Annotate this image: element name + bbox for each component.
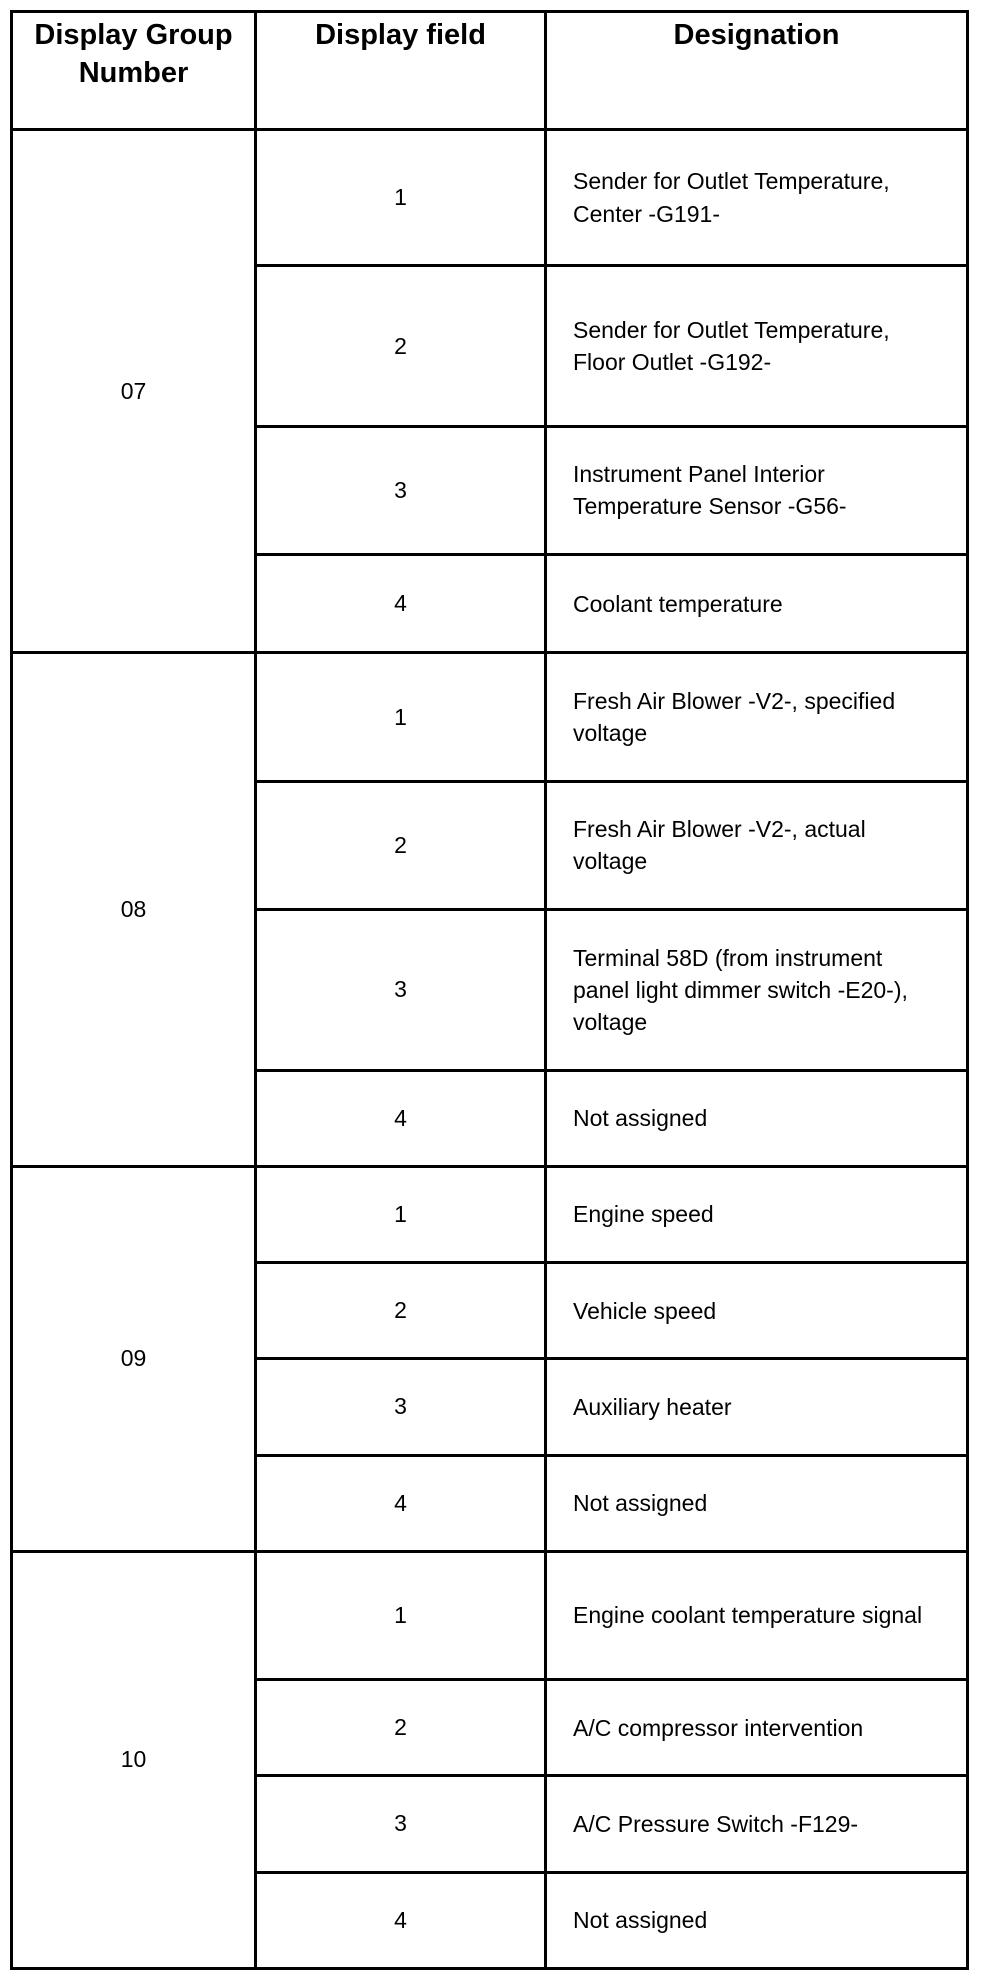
designation: Engine speed xyxy=(546,1166,968,1262)
designation: Coolant temperature xyxy=(546,555,968,653)
designation: Instrument Panel Interior Temperature Sensor -G56- xyxy=(546,426,968,554)
display-field: 3 xyxy=(256,1359,546,1455)
display-field: 2 xyxy=(256,781,546,909)
display-field: 4 xyxy=(256,1872,546,1968)
group-number-09: 09 xyxy=(12,1166,256,1551)
header-row xyxy=(12,12,968,130)
display-field: 3 xyxy=(256,426,546,554)
designation: Sender for Outlet Temperature, Center -G191- xyxy=(546,130,968,266)
table-row xyxy=(12,653,968,781)
designation: Not assigned xyxy=(546,1455,968,1551)
group-number-07: 07 xyxy=(12,130,256,653)
display-field: 4 xyxy=(256,1455,546,1551)
display-field: 4 xyxy=(256,1070,546,1166)
designation: Not assigned xyxy=(546,1872,968,1968)
display-field: 3 xyxy=(256,1776,546,1872)
group-number-08: 08 xyxy=(12,653,256,1166)
display-field: 1 xyxy=(256,1551,546,1679)
designation: Auxiliary heater xyxy=(546,1359,968,1455)
designation: Engine coolant temperature signal xyxy=(546,1551,968,1679)
display-field: 1 xyxy=(256,130,546,266)
display-field: 1 xyxy=(256,653,546,781)
header-display-group-number: Display Group Number xyxy=(12,12,256,130)
designation: Not assigned xyxy=(546,1070,968,1166)
display-group-table xyxy=(10,10,969,1970)
display-field: 2 xyxy=(256,266,546,426)
group-number-10: 10 xyxy=(12,1551,256,1968)
designation: Fresh Air Blower -V2-, specified voltage xyxy=(546,653,968,781)
header-designation: Designation xyxy=(546,12,968,130)
display-field: 1 xyxy=(256,1166,546,1262)
designation: Fresh Air Blower -V2-, actual voltage xyxy=(546,781,968,909)
table-row xyxy=(12,1551,968,1679)
designation: Vehicle speed xyxy=(546,1263,968,1359)
designation: A/C compressor intervention xyxy=(546,1680,968,1776)
table-row xyxy=(12,1166,968,1262)
designation: A/C Pressure Switch -F129- xyxy=(546,1776,968,1872)
header-display-field: Display field xyxy=(256,12,546,130)
display-field: 2 xyxy=(256,1263,546,1359)
display-field: 4 xyxy=(256,555,546,653)
display-field: 2 xyxy=(256,1680,546,1776)
designation: Terminal 58D (from instrument panel light dimmer switch -E20-), voltage xyxy=(546,910,968,1070)
display-field: 3 xyxy=(256,910,546,1070)
designation: Sender for Outlet Temperature, Floor Outlet -G192- xyxy=(546,266,968,426)
table-row xyxy=(12,130,968,266)
